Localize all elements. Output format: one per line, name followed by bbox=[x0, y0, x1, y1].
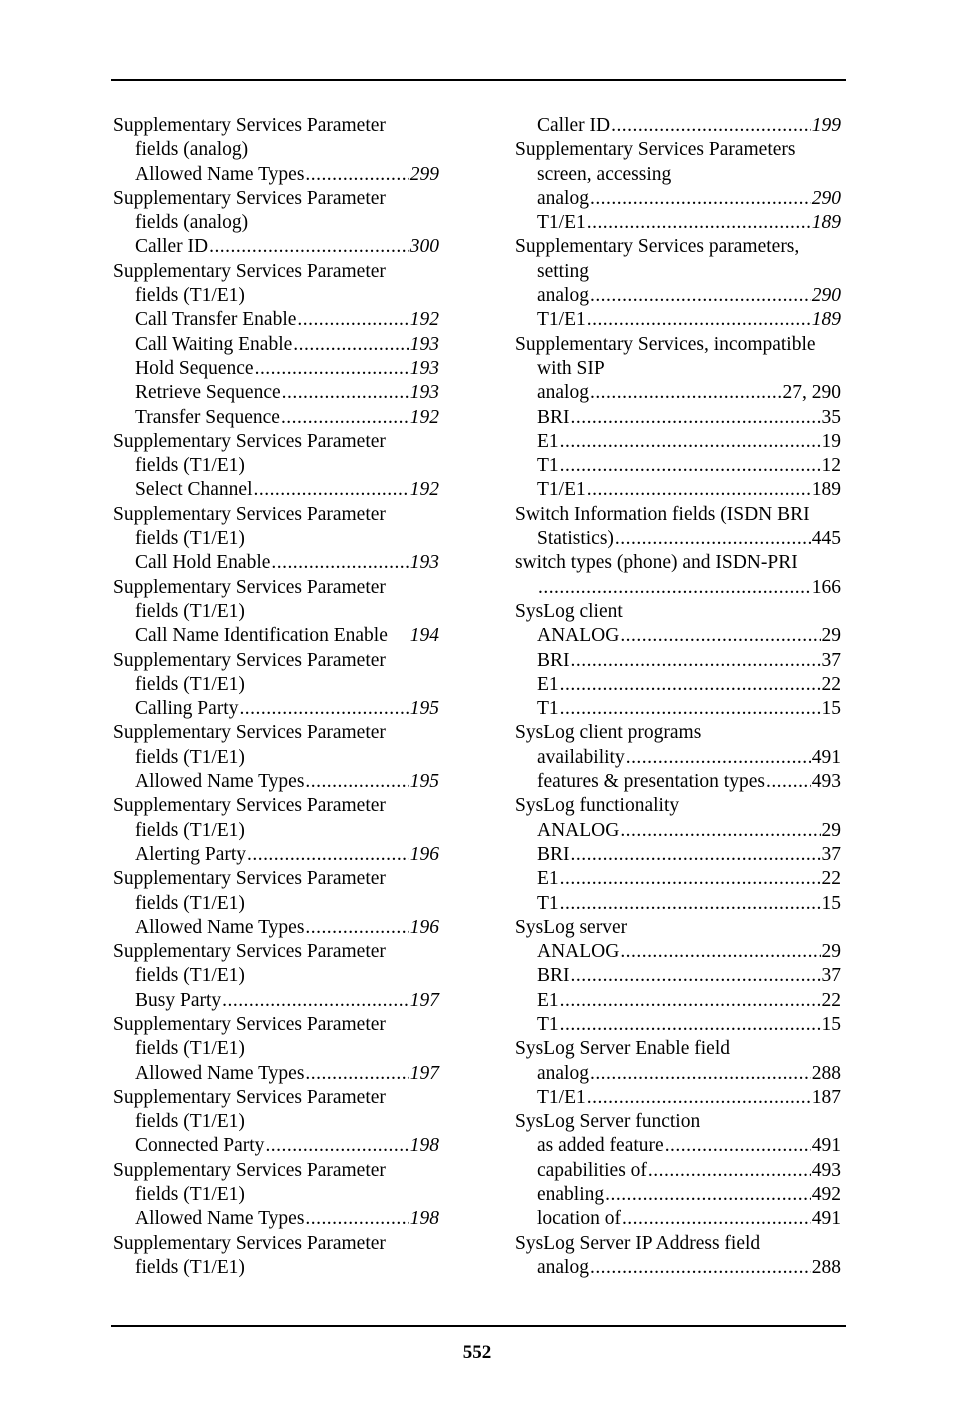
top-rule bbox=[111, 79, 846, 81]
index-entry bbox=[515, 721, 841, 794]
dot-leader bbox=[571, 649, 821, 673]
dot-leader bbox=[560, 1013, 821, 1037]
subentry-page-ref: 193 bbox=[409, 382, 439, 404]
index-entry bbox=[515, 1232, 841, 1281]
dot-leader bbox=[560, 454, 821, 478]
dot-leader bbox=[560, 430, 821, 454]
index-entry-heading: SysLog functionality bbox=[515, 795, 680, 817]
bottom-rule bbox=[111, 1325, 846, 1327]
dot-leader bbox=[587, 1086, 811, 1110]
index-column-right bbox=[515, 114, 841, 1280]
index-entry bbox=[113, 114, 439, 187]
index-subentry bbox=[515, 478, 841, 502]
index-subentry bbox=[515, 1159, 841, 1183]
index-subentry bbox=[113, 1134, 439, 1158]
index-entry-heading: Supplementary Services Parameter bbox=[113, 722, 386, 744]
dot-leader bbox=[560, 989, 821, 1013]
subentry-page-ref: 491 bbox=[811, 1208, 841, 1230]
index-entry bbox=[515, 1037, 841, 1110]
index-subentry bbox=[113, 333, 439, 357]
index-entry-heading-continued: fields (T1/E1) bbox=[135, 455, 245, 477]
dot-leader bbox=[297, 308, 408, 332]
subentry-label: Caller ID bbox=[135, 236, 209, 258]
index-entry-heading-continued: fields (T1/E1) bbox=[135, 600, 245, 622]
subentry-label: E1 bbox=[537, 430, 559, 452]
index-entry bbox=[515, 551, 841, 600]
index-entry-heading: Switch Information fields (ISDN BRI bbox=[515, 503, 810, 525]
dot-leader bbox=[305, 916, 408, 940]
index-entry-heading: Supplementary Services Parameter bbox=[113, 576, 386, 598]
index-entry-heading-continued: fields (T1/E1) bbox=[135, 673, 245, 695]
index-subentry bbox=[515, 527, 841, 551]
dot-leader bbox=[615, 527, 811, 551]
subentry-page-ref: 193 bbox=[409, 357, 439, 379]
dot-leader bbox=[282, 381, 409, 405]
dot-leader bbox=[247, 843, 409, 867]
index-subentry bbox=[515, 454, 841, 478]
subentry-page-ref: 15 bbox=[821, 1013, 841, 1035]
index-subentry bbox=[515, 892, 841, 916]
subentry-label: Allowed Name Types bbox=[135, 916, 305, 938]
index-subentry bbox=[515, 819, 841, 843]
index-entry-heading-continued: fields (analog) bbox=[135, 212, 249, 234]
dot-leader bbox=[209, 235, 409, 259]
subentry-label: E1 bbox=[537, 868, 559, 890]
index-entry bbox=[515, 503, 841, 552]
index-entry bbox=[113, 1086, 439, 1159]
subentry-page-ref: 196 bbox=[409, 916, 439, 938]
subentry-label: Transfer Sequence bbox=[135, 406, 280, 428]
dot-leader bbox=[590, 381, 782, 405]
subentry-label: Retrieve Sequence bbox=[135, 382, 281, 404]
subentry-page-ref: 29 bbox=[821, 625, 841, 647]
subentry-label: ANALOG bbox=[537, 819, 620, 841]
index-entry-heading: Supplementary Services Parameter bbox=[113, 649, 386, 671]
dot-leader bbox=[766, 770, 811, 794]
index-subentry bbox=[515, 649, 841, 673]
index-subentry bbox=[515, 430, 841, 454]
subentry-page-ref: 197 bbox=[409, 989, 439, 1011]
subentry-page-ref: 15 bbox=[821, 698, 841, 720]
subentry-label: Statistics) bbox=[537, 528, 614, 550]
dot-leader bbox=[254, 478, 409, 502]
index-entry-heading: switch types (phone) and ISDN-PRI bbox=[515, 552, 798, 574]
subentry-page-ref: 288 bbox=[811, 1062, 841, 1084]
subentry-page-ref: 189 bbox=[811, 479, 841, 501]
index-entry-heading: SysLog Server IP Address field bbox=[515, 1232, 761, 1254]
subentry-label: Select Channel bbox=[135, 479, 253, 501]
index-entry bbox=[113, 260, 439, 430]
dot-leader bbox=[626, 746, 811, 770]
subentry-label: Busy Party bbox=[135, 989, 222, 1011]
index-entry-heading: SysLog client bbox=[515, 600, 623, 622]
index-subentry bbox=[113, 1062, 439, 1086]
subentry-label: ANALOG bbox=[537, 625, 620, 647]
index-subentry bbox=[515, 624, 841, 648]
index-subentry bbox=[515, 211, 841, 235]
subentry-page-ref: 445 bbox=[811, 528, 841, 550]
index-entry-heading: Supplementary Services Parameter bbox=[113, 795, 386, 817]
subentry-label: Call Name Identification Enable bbox=[135, 625, 388, 647]
index-entry bbox=[113, 187, 439, 260]
subentry-page-ref: 491 bbox=[811, 1135, 841, 1157]
subentry-label: Connected Party bbox=[135, 1135, 265, 1157]
index-entry-heading-continued: fields (T1/E1) bbox=[135, 1038, 245, 1060]
dot-leader bbox=[590, 1062, 811, 1086]
index-subentry bbox=[515, 1183, 841, 1207]
dot-leader bbox=[271, 551, 408, 575]
dot-leader bbox=[560, 673, 821, 697]
dot-leader bbox=[305, 770, 408, 794]
index-entry-heading: Supplementary Services Parameter bbox=[113, 115, 386, 136]
index-subentry bbox=[113, 406, 439, 430]
index-subentry bbox=[515, 867, 841, 891]
subentry-page-ref: 198 bbox=[409, 1135, 439, 1157]
dot-leader bbox=[560, 867, 821, 891]
index-subentry bbox=[515, 940, 841, 964]
index-subentry bbox=[515, 989, 841, 1013]
index-subentry bbox=[515, 114, 841, 138]
dot-leader bbox=[571, 964, 821, 988]
subentry-page-ref: 493 bbox=[811, 1159, 841, 1181]
subentry-page-ref: 12 bbox=[821, 455, 841, 477]
index-entry bbox=[113, 503, 439, 576]
subentry-label: BRI bbox=[537, 965, 570, 987]
subentry-page-ref: 193 bbox=[409, 552, 439, 574]
index-entry-heading: Supplementary Services Parameter bbox=[113, 187, 386, 209]
subentry-label: Calling Party bbox=[135, 698, 239, 720]
index-subentry bbox=[113, 843, 439, 867]
index-subentry bbox=[515, 1207, 841, 1231]
subentry-label: T1 bbox=[537, 1013, 559, 1035]
index-entry-heading: Supplementary Services, incompatible bbox=[515, 333, 816, 355]
dot-leader bbox=[538, 576, 811, 600]
subentry-page-ref: 37 bbox=[821, 965, 841, 987]
index-subentry bbox=[515, 843, 841, 867]
subentry-page-ref: 195 bbox=[409, 698, 439, 720]
subentry-label: analog bbox=[537, 1256, 589, 1278]
dot-leader bbox=[293, 333, 408, 357]
index-subentry bbox=[113, 381, 439, 405]
index-entry-heading-continued: fields (T1/E1) bbox=[135, 746, 245, 768]
index-subentry bbox=[515, 406, 841, 430]
subentry-label: T1 bbox=[537, 455, 559, 477]
subentry-label: E1 bbox=[537, 989, 559, 1011]
index-entry-heading: SysLog client programs bbox=[515, 722, 702, 744]
index-entry bbox=[515, 333, 841, 503]
subentry-page-ref: 192 bbox=[409, 479, 439, 501]
subentry-label: capabilities of bbox=[537, 1159, 647, 1181]
dot-leader bbox=[620, 819, 820, 843]
dot-leader bbox=[611, 114, 811, 138]
subentry-label: location of bbox=[537, 1208, 621, 1230]
index-subentry bbox=[113, 697, 439, 721]
index-entry-heading: SysLog Server function bbox=[515, 1111, 701, 1133]
subentry-label: Call Hold Enable bbox=[135, 552, 271, 574]
dot-leader bbox=[620, 624, 820, 648]
index-subentry bbox=[515, 1086, 841, 1110]
index-subentry bbox=[515, 1013, 841, 1037]
index-subentry bbox=[515, 673, 841, 697]
index-subentry bbox=[113, 770, 439, 794]
subentry-label: T1/E1 bbox=[537, 309, 586, 331]
subentry-page-ref: 195 bbox=[409, 771, 439, 793]
subentry-label: T1 bbox=[537, 698, 559, 720]
index-subentry bbox=[515, 1256, 841, 1280]
index-entry-heading-continued: fields (T1/E1) bbox=[135, 819, 245, 841]
index-subentry bbox=[113, 235, 439, 259]
index-entry-heading-continued: fields (T1/E1) bbox=[135, 1111, 245, 1133]
index-entry-heading: Supplementary Services Parameters bbox=[515, 139, 796, 161]
index-entry-heading: Supplementary Services Parameter bbox=[113, 260, 386, 282]
dot-leader bbox=[665, 1134, 811, 1158]
index-entry-heading: Supplementary Services Parameter bbox=[113, 1013, 386, 1035]
subentry-label: analog bbox=[537, 285, 589, 307]
subentry-label: Call Waiting Enable bbox=[135, 333, 293, 355]
index-subentry bbox=[113, 916, 439, 940]
subentry-page-ref: 192 bbox=[409, 309, 439, 331]
index-subentry bbox=[113, 163, 439, 187]
subentry-label: Allowed Name Types bbox=[135, 163, 305, 185]
subentry-page-ref: 300 bbox=[409, 236, 439, 258]
index-entry bbox=[515, 138, 841, 235]
index-entry-heading-continued: setting bbox=[537, 260, 589, 282]
index-entry bbox=[113, 430, 439, 503]
subentry-label: BRI bbox=[537, 843, 570, 865]
index-entry-heading: Supplementary Services Parameter bbox=[113, 430, 386, 452]
subentry-page-ref: 196 bbox=[409, 843, 439, 865]
index-entry bbox=[515, 916, 841, 1037]
dot-leader bbox=[239, 697, 408, 721]
index-entry-heading: Supplementary Services Parameter bbox=[113, 1159, 386, 1181]
subentry-page-ref: 27, 290 bbox=[782, 382, 841, 404]
subentry-label: T1/E1 bbox=[537, 1086, 586, 1108]
subentry-page-ref: 15 bbox=[821, 892, 841, 914]
index-entry-heading-continued: fields (analog) bbox=[135, 139, 249, 161]
subentry-label: E1 bbox=[537, 673, 559, 695]
dot-leader bbox=[571, 406, 821, 430]
index-entry bbox=[515, 600, 841, 721]
dot-leader bbox=[620, 940, 820, 964]
index-entry bbox=[113, 1159, 439, 1232]
index-entry-heading: Supplementary Services parameters, bbox=[515, 236, 800, 258]
dot-leader bbox=[560, 697, 821, 721]
index-subentry bbox=[515, 187, 841, 211]
subentry-label: Call Transfer Enable bbox=[135, 309, 297, 331]
index-entry-heading: Supplementary Services Parameter bbox=[113, 1232, 386, 1254]
subentry-label: analog bbox=[537, 382, 589, 404]
dot-leader bbox=[622, 1207, 811, 1231]
index-subentry bbox=[113, 478, 439, 502]
dot-leader bbox=[590, 1256, 811, 1280]
subentry-page-ref: 491 bbox=[811, 746, 841, 768]
index-subentry bbox=[515, 746, 841, 770]
subentry-label: availability bbox=[537, 746, 625, 768]
dot-leader bbox=[605, 1183, 811, 1207]
subentry-page-ref: 189 bbox=[811, 212, 841, 234]
subentry-label: enabling bbox=[537, 1184, 605, 1206]
subentry-page-ref: 37 bbox=[821, 649, 841, 671]
subentry-page-ref: 193 bbox=[409, 333, 439, 355]
subentry-label: Allowed Name Types bbox=[135, 1062, 305, 1084]
index-subentry bbox=[113, 357, 439, 381]
index-subentry bbox=[515, 576, 841, 600]
subentry-page-ref: 299 bbox=[409, 163, 439, 185]
subentry-label: as added feature bbox=[537, 1135, 664, 1157]
subentry-page-ref: 198 bbox=[409, 1208, 439, 1230]
dot-leader bbox=[265, 1134, 408, 1158]
index-entry bbox=[113, 576, 439, 649]
subentry-page-ref: 288 bbox=[811, 1256, 841, 1278]
index-subentry bbox=[113, 989, 439, 1013]
subentry-page-ref: 187 bbox=[811, 1086, 841, 1108]
index-entry bbox=[113, 794, 439, 867]
index-entry-heading: Supplementary Services Parameter bbox=[113, 941, 386, 963]
index-entry bbox=[515, 114, 841, 138]
dot-leader bbox=[587, 211, 811, 235]
dot-leader bbox=[305, 1062, 408, 1086]
dot-leader bbox=[222, 989, 409, 1013]
subentry-page-ref: 492 bbox=[811, 1184, 841, 1206]
subentry-label: Alerting Party bbox=[135, 843, 247, 865]
subentry-page-ref: 37 bbox=[821, 843, 841, 865]
dot-leader bbox=[587, 478, 811, 502]
subentry-label: BRI bbox=[537, 406, 570, 428]
subentry-label: analog bbox=[537, 187, 589, 209]
dot-leader bbox=[648, 1159, 811, 1183]
subentry-page-ref: 194 bbox=[409, 625, 439, 647]
subentry-label: analog bbox=[537, 1062, 589, 1084]
subentry-page-ref: 197 bbox=[409, 1062, 439, 1084]
index-entry bbox=[113, 721, 439, 794]
index-entry-heading-continued: fields (T1/E1) bbox=[135, 528, 245, 550]
dot-leader bbox=[587, 308, 811, 332]
subentry-label: Allowed Name Types bbox=[135, 771, 305, 793]
index-entry-heading-continued: fields (T1/E1) bbox=[135, 285, 245, 307]
subentry-page-ref: 290 bbox=[811, 285, 841, 307]
subentry-label: Allowed Name Types bbox=[135, 1208, 305, 1230]
index-entry-heading: SysLog Server Enable field bbox=[515, 1038, 730, 1060]
index-entry-heading: Supplementary Services Parameter bbox=[113, 503, 386, 525]
index-entry-heading-continued: fields (T1/E1) bbox=[135, 965, 245, 987]
index-entry bbox=[113, 1013, 439, 1086]
subentry-label: BRI bbox=[537, 649, 570, 671]
subentry-label: T1 bbox=[537, 892, 559, 914]
index-entry bbox=[515, 235, 841, 332]
index-entry-heading: SysLog server bbox=[515, 916, 628, 938]
dot-leader bbox=[281, 406, 409, 430]
index-entry bbox=[113, 940, 439, 1013]
subentry-label: T1/E1 bbox=[537, 479, 586, 501]
index-subentry bbox=[515, 697, 841, 721]
subentry-page-ref: 189 bbox=[811, 309, 841, 331]
subentry-page-ref: 29 bbox=[821, 819, 841, 841]
index-subentry bbox=[515, 1134, 841, 1158]
index-subentry bbox=[113, 308, 439, 332]
index-entry-heading-continued: with SIP bbox=[537, 357, 605, 379]
dot-leader bbox=[560, 892, 821, 916]
index-entry-heading-continued: fields (T1/E1) bbox=[135, 1256, 245, 1278]
dot-leader bbox=[305, 163, 408, 187]
index-entry-heading-continued: fields (T1/E1) bbox=[135, 1184, 245, 1206]
index-entry bbox=[515, 1110, 841, 1231]
subentry-label: ANALOG bbox=[537, 941, 620, 963]
index-entry-heading-continued: fields (T1/E1) bbox=[135, 892, 245, 914]
index-subentry bbox=[515, 308, 841, 332]
dot-leader bbox=[590, 284, 811, 308]
index-entry-heading-continued: screen, accessing bbox=[537, 163, 672, 185]
index-subentry bbox=[113, 1207, 439, 1231]
subentry-page-ref: 22 bbox=[821, 868, 841, 890]
index-subentry bbox=[515, 381, 841, 405]
subentry-page-ref: 29 bbox=[821, 941, 841, 963]
subentry-page-ref: 493 bbox=[811, 771, 841, 793]
index-entry-heading: Supplementary Services Parameter bbox=[113, 1086, 386, 1108]
dot-leader bbox=[255, 357, 409, 381]
index-entry bbox=[113, 1232, 439, 1281]
index-entry bbox=[113, 649, 439, 722]
index-subentry bbox=[515, 964, 841, 988]
index-entry bbox=[515, 794, 841, 915]
subentry-label: features & presentation types bbox=[537, 771, 765, 793]
index-subentry bbox=[113, 624, 439, 648]
dot-leader bbox=[590, 187, 811, 211]
index-entry-heading: Supplementary Services Parameter bbox=[113, 868, 386, 890]
dot-leader bbox=[305, 1207, 408, 1231]
subentry-page-ref: 199 bbox=[811, 115, 841, 136]
subentry-label: Hold Sequence bbox=[135, 357, 254, 379]
subentry-label: T1/E1 bbox=[537, 212, 586, 234]
subentry-page-ref: 22 bbox=[821, 673, 841, 695]
page-number: 552 bbox=[462, 1342, 492, 1363]
subentry-page-ref: 192 bbox=[409, 406, 439, 428]
index-subentry bbox=[113, 551, 439, 575]
subentry-page-ref: 22 bbox=[821, 989, 841, 1011]
index-entry bbox=[113, 867, 439, 940]
subentry-page-ref: 166 bbox=[811, 576, 841, 598]
index-subentry bbox=[515, 284, 841, 308]
subentry-label: Caller ID bbox=[537, 115, 611, 136]
subentry-page-ref: 19 bbox=[821, 430, 841, 452]
subentry-page-ref: 290 bbox=[811, 187, 841, 209]
index-subentry bbox=[515, 770, 841, 794]
subentry-page-ref: 35 bbox=[821, 406, 841, 428]
dot-leader bbox=[571, 843, 821, 867]
index-column-left bbox=[113, 114, 439, 1280]
index-subentry bbox=[515, 1062, 841, 1086]
